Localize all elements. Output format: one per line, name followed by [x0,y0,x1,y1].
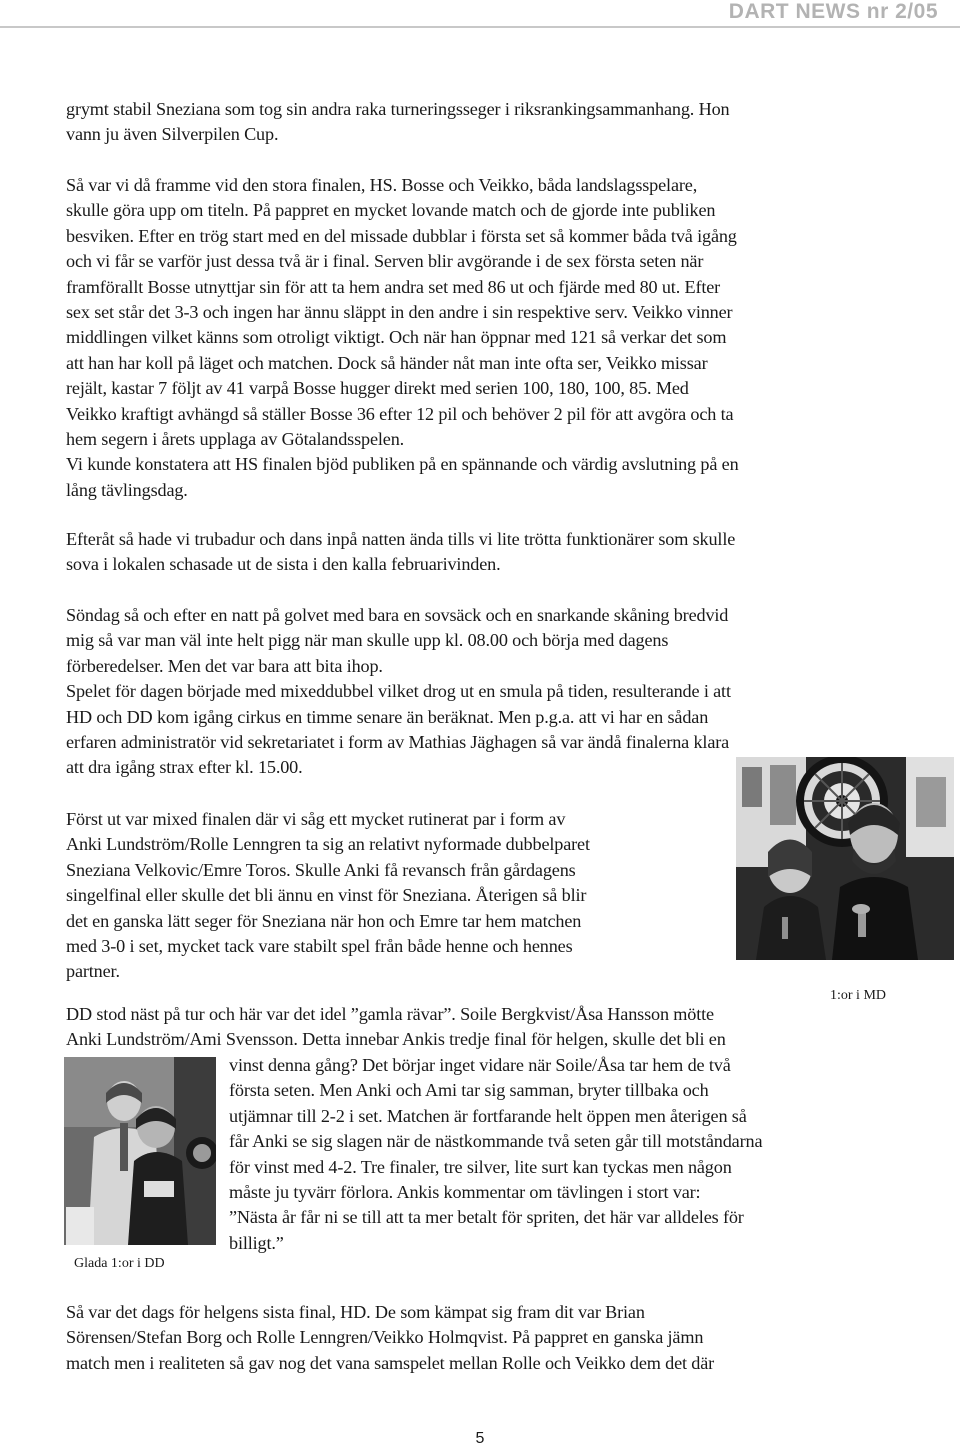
paragraph-hd-final [66,1300,714,1376]
text-line: Först ut var mixed finalen där vi såg ett mycket rutinerat par i form av [66,809,566,829]
text-line: Sörensen/Stefan Borg och Rolle Lenngren/Veikko Holmqvist. På pappret en ganska jämn [66,1327,704,1348]
md-winners-photo-graphic [736,757,954,960]
text-line: Anki Lundström/Ami Svensson. Detta innebar Ankis tredje final för helgen, skulle det bli en [66,1029,726,1050]
text-line: rejält, kastar 7 följt av 41 varpå Bosse hugger direkt med serien 100, 180, 100, 85. Med [66,378,689,399]
text-line: Anki Lundström/Rolle Lenngren ta sig an relativt nyformade dubbelparet [66,834,590,855]
text-line: Spelet för dagen började med mixeddubbel vilket drog ut en smula på tiden, resulterande i att [66,681,731,702]
paragraph-evening [66,527,735,578]
text-line: Så var vi då framme vid den stora finalen, HS. Bosse och Veikko, båda landslagsspelare, [66,175,698,195]
text-line: Så var det dags för helgens sista final, HD. De som kämpat sig fram dit var Brian [66,1302,645,1322]
text-line: måste ju tyvärr förlora. Ankis kommentar om tävlingen i stort var: [229,1182,701,1203]
text-line: vinst denna gång? Det börjar inget vidare när Soile/Åsa tar hem de två [229,1055,731,1075]
text-line: utjämnar till 2-2 i set. Matchen är fortfarande helt öppen men återigen så [229,1105,747,1126]
dd-winners-photo-graphic [64,1057,216,1245]
text-line: Söndag så och efter en natt på golvet med bara en sovsäck och en snarkande skåning bredvid [66,605,729,625]
text-line: grymt stabil Sneziana som tog sin andra raka turneringsseger i riksrankingsammanhang. Hon [66,99,730,119]
paragraph-hs-final [66,173,739,503]
text-line: middlingen vilket känns som otroligt viktigt. Och när han öppnar med 121 så verkar det som [66,327,727,348]
md-winners-photo [736,757,954,960]
text-line: lång tävlingsdag. [66,479,188,500]
paragraph-mixed-final [66,807,590,985]
dd-photo-caption: Glada 1:or i DD [74,1256,165,1271]
paragraph-intro [66,97,729,148]
text-line: sova i lokalen schasade ut de sista i den kalla februarivinden. [66,554,501,575]
paragraph-sunday [66,603,731,781]
text-line: partner. [66,961,120,982]
text-line: förberedelser. Men det var bara att bita ihop. [66,655,383,676]
dd-winners-photo [64,1057,216,1245]
text-line: billigt.” [229,1232,284,1253]
text-line: med 3-0 i set, mycket tack vare stabilt spel från både henne och hennes [66,936,573,957]
text-line: första seten. Men Anki och Ami tar sig samman, bryter tillbaka och [229,1080,709,1101]
text-line: mig så var man väl inte helt pigg när man skulle upp kl. 08.00 och börja med dagens [66,630,669,651]
text-line: får Anki se sig slagen när de nästkommande två seten går till motståndarna [229,1131,763,1152]
text-line: match men i realiteten så gav nog det vana samspelet mellan Rolle och Veikko dem det där [66,1352,715,1373]
text-line: Efteråt så hade vi trubadur och dans inpå natten ända tills vi lite trötta funktionärer som skulle [66,529,736,549]
text-line: hem segern i årets upplaga av Götalandsspelen. [66,429,405,450]
text-line: skulle göra upp om titeln. På pappret en mycket lovande match och de gjorde inte publiken [66,200,716,221]
text-line: erfaren administratör vid sekretariatet i form av Mathias Jäghagen så var ändå finalerna klara [66,732,730,753]
text-line: vann ju även Silverpilen Cup. [66,124,279,145]
text-line: att han har koll på läget och matchen. Dock så händer nåt man inte ofta ser, Veikko missar [66,352,708,373]
text-line: Sneziana Velkovic/Emre Toros. Skulle Anki få revansch från gårdagens [66,859,576,880]
magazine-header-title: DART NEWS nr 2/05 [728,0,938,23]
text-line: det en ganska lätt seger för Sneziana när hon och Emre tar hem matchen [66,910,582,931]
paragraph-dd-final-intro [66,1002,726,1053]
text-line: ”Nästa år får ni se till att ta mer betalt för spriten, det här var alldeles för [229,1207,744,1228]
md-photo-caption: 1:or i MD [830,988,886,1003]
text-line: singelfinal eller skulle det bli ännu en vinst för Sneziana. Återigen så blir [66,885,587,906]
text-line: besviken. Efter en trög start med en del missade dubblar i första set så kommer båda två igång [66,225,737,246]
text-line: att dra igång strax efter kl. 15.00. [66,757,303,778]
text-line: Vi kunde konstatera att HS finalen bjöd publiken på en spännande och värdig avslutning på en [66,454,739,475]
text-line: sex set står det 3-3 och ingen har ännu släppt in den andre i sin respektive serv. Veikko vinner [66,302,733,323]
text-line: DD stod näst på tur och här var det idel ”gamla rävar”. Soile Bergkvist/Åsa Hansson mötte [66,1004,714,1024]
text-line: och vi får se varför just dessa två är i final. Serven blir avgörande i de sex första seten när [66,251,704,272]
page-number: 5 [475,1430,485,1447]
paragraph-dd-final [229,1053,762,1256]
header-divider [0,26,960,28]
text-line: för vinst med 4-2. Tre finaler, tre silver, lite surt kan tyckas men någon [229,1156,732,1177]
text-line: framförallt Bosse utnyttjar sin för att ta hem andra set med 86 ut och fjärde med 80 ut. Efter [66,276,721,297]
text-line: HD och DD kom igång cirkus en timme senare än beräknat. Men p.g.a. att vi har en sådan [66,706,709,727]
text-line: Veikko kraftigt avhängd så ställer Bosse 36 efter 12 pil och behöver 2 pil för att avgöra och ta [66,403,734,424]
